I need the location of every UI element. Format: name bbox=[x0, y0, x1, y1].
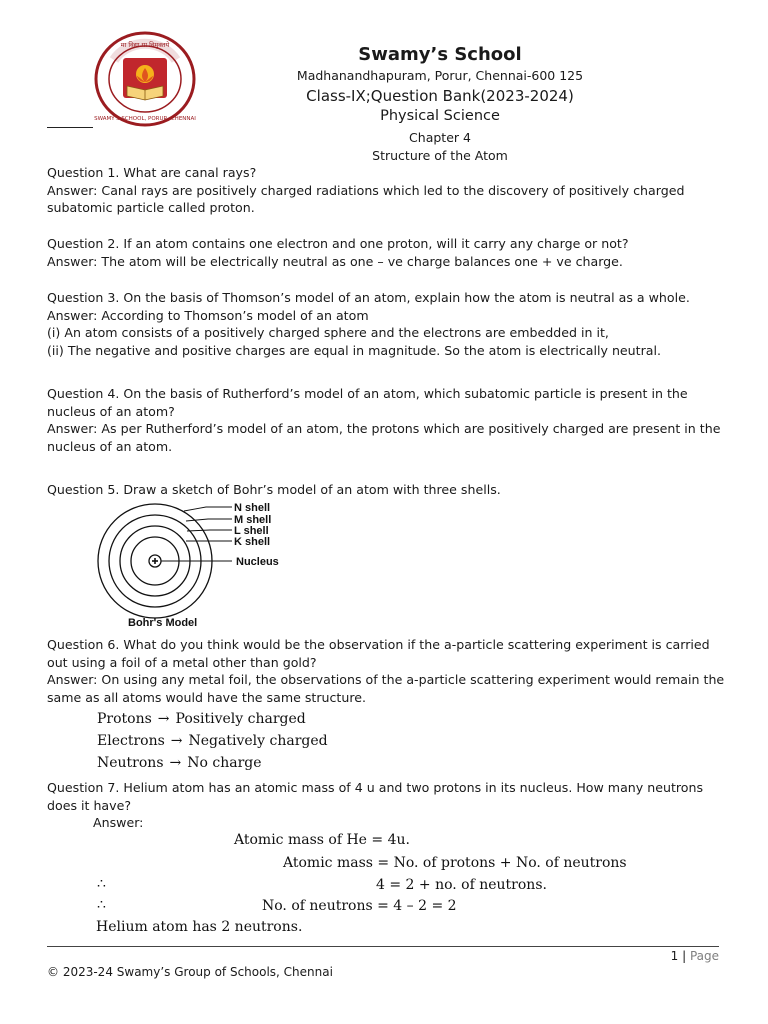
school-name: Swamy’s School bbox=[358, 44, 522, 65]
page-number-value: 1 bbox=[670, 949, 679, 963]
arrow-icon: → bbox=[157, 711, 170, 727]
question-1: Question 1. What are canal rays? bbox=[47, 165, 257, 180]
question-6-line-1: Question 6. What do you think would be the observation if the a-particle scattering experiment is carried bbox=[47, 637, 710, 652]
therefore-icon: ∴ bbox=[97, 897, 106, 913]
particle-name: Neutrons bbox=[97, 755, 164, 771]
question-6-block bbox=[47, 636, 727, 706]
question-4-line-2: nucleus of an atom? bbox=[47, 403, 175, 419]
page-word: Page bbox=[689, 949, 719, 963]
answer-4-line-1: Answer: As per Rutherford’s model of an atom, the protons which are positively charged are present in the bbox=[47, 421, 721, 437]
answer-7-label: Answer: bbox=[93, 815, 144, 830]
answer-3-line-1: Answer: According to Thomson’s model of an atom bbox=[47, 307, 369, 323]
topic-title: Structure of the Atom bbox=[372, 148, 508, 163]
question-2: Question 2. If an atom contains one electron and one proton, will it carry any charge or not? bbox=[47, 236, 629, 251]
question-7-block bbox=[47, 779, 727, 814]
work-line-2: Atomic mass = No. of protons + No. of neutrons bbox=[283, 855, 627, 871]
therefore-icon: ∴ bbox=[97, 876, 106, 892]
answer-4-line-2: nucleus of an atom. bbox=[47, 438, 173, 454]
answer-6-line-2: same as all atoms would have the same structure. bbox=[47, 689, 367, 705]
particle-charge: No charge bbox=[187, 755, 262, 771]
k-shell-label: K shell bbox=[234, 536, 271, 548]
particle-name: Electrons bbox=[97, 733, 165, 749]
question-7-line-1: Question 7. Helium atom has an atomic mass of 4 u and two protons in its nucleus. How many neutrons bbox=[47, 780, 704, 795]
answer-1-line-1: Answer: Canal rays are positively charged radiations which led to the discovery of positively charged bbox=[47, 182, 685, 198]
page-separator: | bbox=[682, 949, 687, 963]
work-conclusion: Helium atom has 2 neutrons. bbox=[96, 919, 303, 935]
l-shell-label: L shell bbox=[234, 525, 269, 537]
work-line-3: 4 = 2 + no. of neutrons. bbox=[376, 877, 547, 893]
arrow-icon: → bbox=[170, 733, 183, 749]
question-7-line-2: does it have? bbox=[47, 797, 132, 813]
particle-charge: Positively charged bbox=[175, 711, 306, 727]
m-shell-label: M shell bbox=[234, 514, 272, 526]
question-4-line-1: Question 4. On the basis of Rutherford’s model of an atom, which subatomic particle is present in the bbox=[47, 386, 688, 401]
n-shell-label: N shell bbox=[234, 502, 271, 514]
figure-caption: Bohr's Model bbox=[128, 617, 198, 629]
particle-charge: Negatively charged bbox=[188, 733, 328, 749]
question-3: Question 3. On the basis of Thomson’s model of an atom, explain how the atom is neutral as a whole. bbox=[47, 290, 690, 305]
question-5: Question 5. Draw a sketch of Bohr’s model of an atom with three shells. bbox=[47, 482, 501, 497]
page-number bbox=[671, 949, 719, 963]
class-line: Class-IX;Question Bank(2023-2024) bbox=[306, 87, 574, 105]
logo-ring-text: SWAMY'S SCHOOL, PORUR, CHENNAI bbox=[94, 116, 196, 122]
subject-title: Physical Science bbox=[380, 108, 500, 124]
bohr-model-figure bbox=[94, 498, 294, 634]
nucleus-label: Nucleus bbox=[236, 556, 279, 568]
charge-row-protons bbox=[97, 711, 306, 727]
question-1-block bbox=[47, 164, 727, 217]
particle-name: Protons bbox=[97, 711, 152, 727]
charge-row-neutrons bbox=[97, 755, 262, 771]
answer-3-line-2: (i) An atom consists of a positively charged sphere and the electrons are embedded in it, bbox=[47, 325, 609, 341]
work-line-1: Atomic mass of He = 4u. bbox=[234, 832, 410, 848]
header-short-rule bbox=[47, 127, 93, 128]
footer-rule bbox=[47, 946, 719, 947]
logo-motto: मा विद्या या विमुक्तये bbox=[120, 41, 170, 49]
school-address: Madhanandhapuram, Porur, Chennai-600 125 bbox=[296, 68, 584, 83]
copyright-text: © 2023-24 Swamy’s Group of Schools, Chennai bbox=[47, 965, 333, 979]
answer-2-line-1: Answer: The atom will be electrically neutral as one – ve charge balances one + ve charge. bbox=[47, 253, 623, 269]
question-4-block bbox=[47, 385, 727, 455]
answer-1-line-2: subatomic particle called proton. bbox=[47, 200, 255, 216]
question-3-block bbox=[47, 289, 727, 359]
charge-row-electrons bbox=[97, 733, 328, 749]
answer-3-line-3: (ii) The negative and positive charges are equal in magnitude. So the atom is electrically neutral. bbox=[47, 342, 661, 358]
chapter-title: Chapter 4 bbox=[409, 130, 471, 145]
question-6-line-2: out using a foil of a metal other than gold? bbox=[47, 654, 317, 670]
question-5-block bbox=[47, 481, 727, 499]
answer-6-line-1: Answer: On using any metal foil, the observations of the a-particle scattering experiment would remain the bbox=[47, 672, 725, 688]
school-logo bbox=[94, 30, 196, 128]
question-2-block bbox=[47, 235, 727, 270]
arrow-icon: → bbox=[169, 755, 182, 771]
work-line-4: No. of neutrons = 4 – 2 = 2 bbox=[262, 898, 457, 914]
